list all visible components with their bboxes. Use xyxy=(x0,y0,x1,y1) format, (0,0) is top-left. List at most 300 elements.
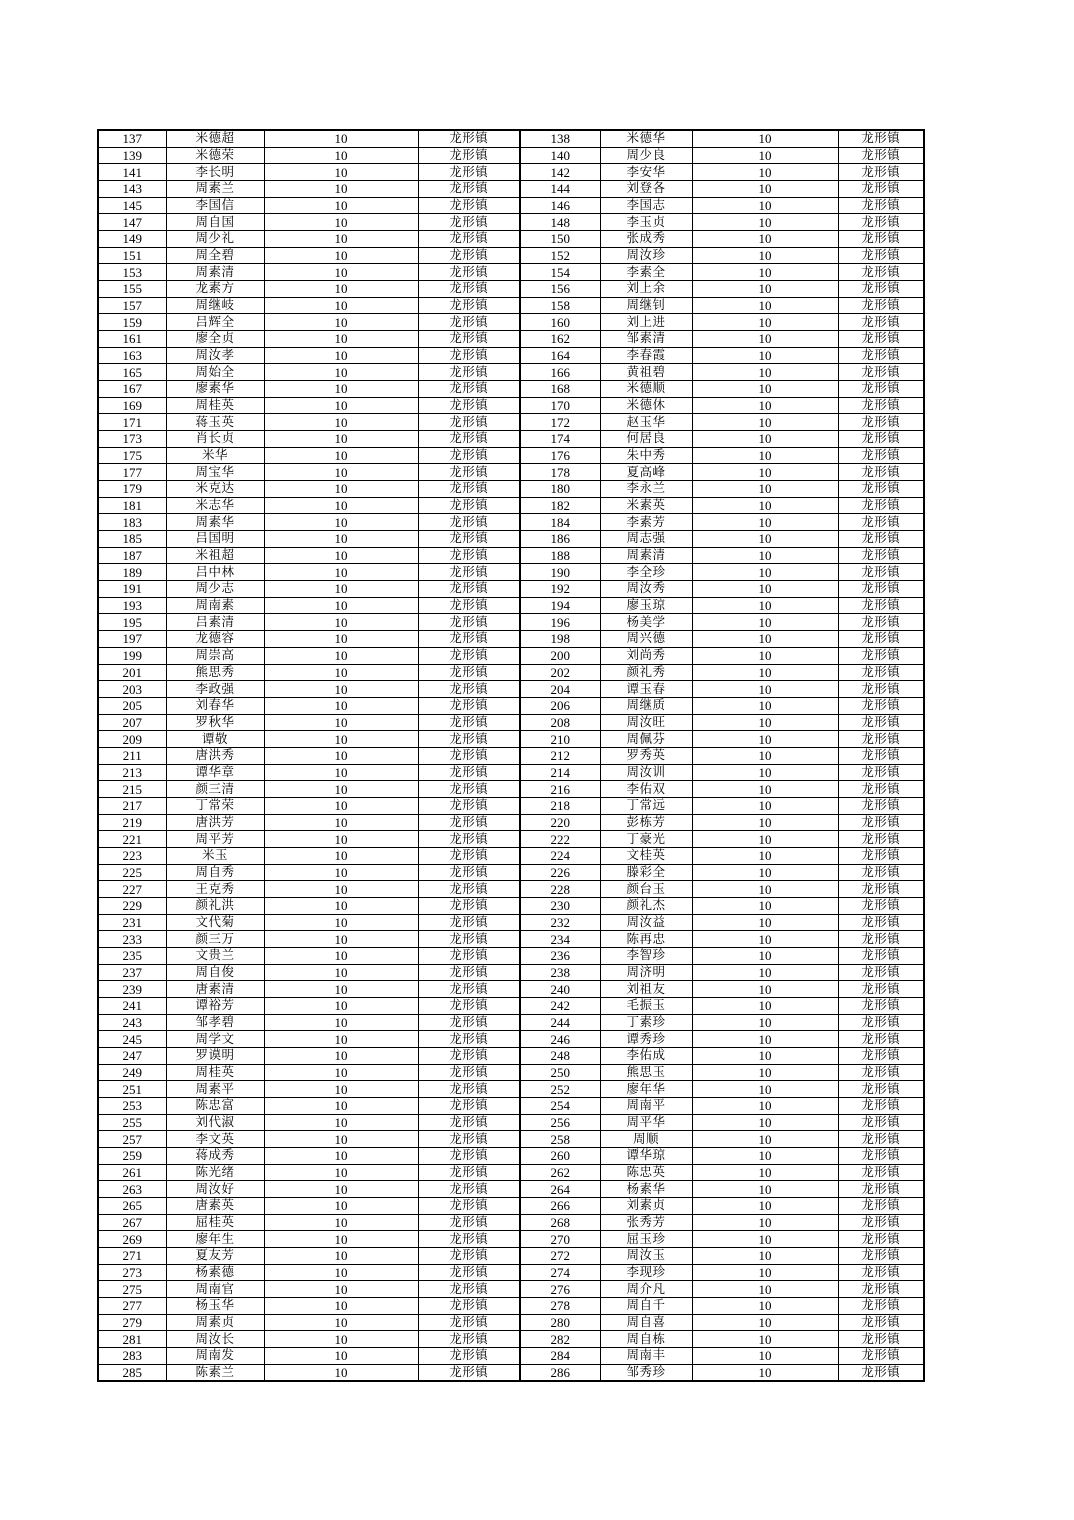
person-name-cell: 熊思玉 xyxy=(600,1064,692,1081)
town-name-cell: 龙形镇 xyxy=(418,731,520,748)
town-name-cell: 龙形镇 xyxy=(838,1147,924,1164)
amount-cell: 10 xyxy=(692,481,838,498)
person-name-cell: 李国信 xyxy=(166,197,264,214)
town-name-cell: 龙形镇 xyxy=(418,931,520,948)
amount-cell: 10 xyxy=(264,1014,418,1031)
amount-cell: 10 xyxy=(264,647,418,664)
row-number-cell: 149 xyxy=(98,231,166,248)
town-name-cell: 龙形镇 xyxy=(418,1364,520,1381)
town-name-cell: 龙形镇 xyxy=(418,1081,520,1098)
town-name-cell: 龙形镇 xyxy=(838,747,924,764)
row-number-cell: 162 xyxy=(520,331,600,348)
town-name-cell: 龙形镇 xyxy=(418,997,520,1014)
person-name-cell: 周学文 xyxy=(166,1031,264,1048)
town-name-cell: 龙形镇 xyxy=(418,564,520,581)
person-name-cell: 廖玉琼 xyxy=(600,597,692,614)
amount-cell: 10 xyxy=(692,564,838,581)
person-name-cell: 邹秀珍 xyxy=(600,1364,692,1381)
row-number-cell: 231 xyxy=(98,914,166,931)
town-name-cell: 龙形镇 xyxy=(838,597,924,614)
row-number-cell: 243 xyxy=(98,1014,166,1031)
amount-cell: 10 xyxy=(692,931,838,948)
town-name-cell: 龙形镇 xyxy=(838,247,924,264)
town-name-cell: 龙形镇 xyxy=(838,1264,924,1281)
amount-cell: 10 xyxy=(264,764,418,781)
table-row xyxy=(98,481,924,498)
table-row xyxy=(98,731,924,748)
person-name-cell: 周素平 xyxy=(166,1081,264,1098)
town-name-cell: 龙形镇 xyxy=(838,497,924,514)
row-number-cell: 228 xyxy=(520,881,600,898)
person-name-cell: 周自俊 xyxy=(166,964,264,981)
town-name-cell: 龙形镇 xyxy=(838,697,924,714)
amount-cell: 10 xyxy=(692,281,838,298)
row-number-cell: 202 xyxy=(520,664,600,681)
row-number-cell: 155 xyxy=(98,281,166,298)
table-row xyxy=(98,1348,924,1365)
row-number-cell: 200 xyxy=(520,647,600,664)
row-number-cell: 275 xyxy=(98,1281,166,1298)
person-name-cell: 米德超 xyxy=(166,130,264,147)
table-row xyxy=(98,597,924,614)
person-name-cell: 颜礼秀 xyxy=(600,664,692,681)
table-row xyxy=(98,1164,924,1181)
row-number-cell: 265 xyxy=(98,1198,166,1215)
town-name-cell: 龙形镇 xyxy=(838,264,924,281)
town-name-cell: 龙形镇 xyxy=(418,914,520,931)
row-number-cell: 218 xyxy=(520,797,600,814)
row-number-cell: 254 xyxy=(520,1097,600,1114)
person-name-cell: 杨素华 xyxy=(600,1181,692,1198)
amount-cell: 10 xyxy=(692,1147,838,1164)
amount-cell: 10 xyxy=(692,1014,838,1031)
row-number-cell: 212 xyxy=(520,747,600,764)
person-name-cell: 周介凡 xyxy=(600,1281,692,1298)
row-number-cell: 249 xyxy=(98,1064,166,1081)
table-row xyxy=(98,614,924,631)
amount-cell: 10 xyxy=(264,631,418,648)
row-number-cell: 177 xyxy=(98,464,166,481)
row-number-cell: 192 xyxy=(520,581,600,598)
town-name-cell: 龙形镇 xyxy=(838,464,924,481)
amount-cell: 10 xyxy=(264,997,418,1014)
person-name-cell: 周继岐 xyxy=(166,297,264,314)
amount-cell: 10 xyxy=(264,1364,418,1381)
town-name-cell: 龙形镇 xyxy=(418,130,520,147)
table-row xyxy=(98,931,924,948)
amount-cell: 10 xyxy=(692,1181,838,1198)
person-name-cell: 周平芳 xyxy=(166,831,264,848)
amount-cell: 10 xyxy=(692,264,838,281)
table-row xyxy=(98,1081,924,1098)
person-name-cell: 邹素清 xyxy=(600,331,692,348)
amount-cell: 10 xyxy=(264,1114,418,1131)
person-name-cell: 廖年华 xyxy=(600,1081,692,1098)
town-name-cell: 龙形镇 xyxy=(418,314,520,331)
amount-cell: 10 xyxy=(692,1348,838,1365)
amount-cell: 10 xyxy=(692,764,838,781)
town-name-cell: 龙形镇 xyxy=(838,864,924,881)
town-name-cell: 龙形镇 xyxy=(838,931,924,948)
row-number-cell: 173 xyxy=(98,431,166,448)
amount-cell: 10 xyxy=(692,214,838,231)
amount-cell: 10 xyxy=(264,747,418,764)
person-name-cell: 周南平 xyxy=(600,1097,692,1114)
person-name-cell: 周素华 xyxy=(166,514,264,531)
table-row xyxy=(98,431,924,448)
town-name-cell: 龙形镇 xyxy=(838,847,924,864)
amount-cell: 10 xyxy=(264,1064,418,1081)
row-number-cell: 210 xyxy=(520,731,600,748)
town-name-cell: 龙形镇 xyxy=(838,1331,924,1348)
amount-cell: 10 xyxy=(264,447,418,464)
town-name-cell: 龙形镇 xyxy=(838,314,924,331)
table-row xyxy=(98,681,924,698)
town-name-cell: 龙形镇 xyxy=(838,964,924,981)
amount-cell: 10 xyxy=(692,1198,838,1215)
table-row xyxy=(98,664,924,681)
row-number-cell: 140 xyxy=(520,147,600,164)
row-number-cell: 236 xyxy=(520,947,600,964)
person-name-cell: 毛振玉 xyxy=(600,997,692,1014)
town-name-cell: 龙形镇 xyxy=(418,947,520,964)
amount-cell: 10 xyxy=(692,1298,838,1315)
person-name-cell: 周少良 xyxy=(600,147,692,164)
amount-cell: 10 xyxy=(692,697,838,714)
amount-cell: 10 xyxy=(264,547,418,564)
person-name-cell: 李国志 xyxy=(600,197,692,214)
town-name-cell: 龙形镇 xyxy=(838,381,924,398)
amount-cell: 10 xyxy=(692,164,838,181)
amount-cell: 10 xyxy=(692,497,838,514)
row-number-cell: 158 xyxy=(520,297,600,314)
amount-cell: 10 xyxy=(264,564,418,581)
amount-cell: 10 xyxy=(692,947,838,964)
amount-cell: 10 xyxy=(264,731,418,748)
table-row xyxy=(98,831,924,848)
table-row xyxy=(98,364,924,381)
person-name-cell: 刘素贞 xyxy=(600,1198,692,1215)
person-name-cell: 廖素华 xyxy=(166,381,264,398)
table-row xyxy=(98,714,924,731)
row-number-cell: 171 xyxy=(98,414,166,431)
amount-cell: 10 xyxy=(692,547,838,564)
person-name-cell: 蒋成秀 xyxy=(166,1147,264,1164)
row-number-cell: 237 xyxy=(98,964,166,981)
town-name-cell: 龙形镇 xyxy=(838,797,924,814)
town-name-cell: 龙形镇 xyxy=(838,331,924,348)
person-name-cell: 肖长贞 xyxy=(166,431,264,448)
person-name-cell: 米德华 xyxy=(600,130,692,147)
person-name-cell: 罗秀英 xyxy=(600,747,692,764)
table-row xyxy=(98,1181,924,1198)
town-name-cell: 龙形镇 xyxy=(418,614,520,631)
town-name-cell: 龙形镇 xyxy=(418,197,520,214)
row-number-cell: 268 xyxy=(520,1214,600,1231)
town-name-cell: 龙形镇 xyxy=(838,1097,924,1114)
amount-cell: 10 xyxy=(264,1264,418,1281)
table-row xyxy=(98,881,924,898)
table-row xyxy=(98,247,924,264)
person-name-cell: 滕彩全 xyxy=(600,864,692,881)
row-number-cell: 147 xyxy=(98,214,166,231)
amount-cell: 10 xyxy=(692,864,838,881)
person-name-cell: 赵玉华 xyxy=(600,414,692,431)
amount-cell: 10 xyxy=(692,731,838,748)
amount-cell: 10 xyxy=(264,781,418,798)
person-name-cell: 李素全 xyxy=(600,264,692,281)
town-name-cell: 龙形镇 xyxy=(418,1047,520,1064)
person-name-cell: 颜三清 xyxy=(166,781,264,798)
person-name-cell: 周素清 xyxy=(166,264,264,281)
row-number-cell: 216 xyxy=(520,781,600,798)
amount-cell: 10 xyxy=(264,897,418,914)
amount-cell: 10 xyxy=(264,347,418,364)
amount-cell: 10 xyxy=(692,831,838,848)
person-name-cell: 周平华 xyxy=(600,1114,692,1131)
person-name-cell: 廖年生 xyxy=(166,1231,264,1248)
person-name-cell: 陈素兰 xyxy=(166,1364,264,1381)
amount-cell: 10 xyxy=(264,697,418,714)
row-number-cell: 273 xyxy=(98,1264,166,1281)
town-name-cell: 龙形镇 xyxy=(838,481,924,498)
town-name-cell: 龙形镇 xyxy=(418,1264,520,1281)
town-name-cell: 龙形镇 xyxy=(418,831,520,848)
town-name-cell: 龙形镇 xyxy=(418,764,520,781)
amount-cell: 10 xyxy=(692,197,838,214)
person-name-cell: 廖全贞 xyxy=(166,331,264,348)
town-name-cell: 龙形镇 xyxy=(838,397,924,414)
table-row xyxy=(98,997,924,1014)
amount-cell: 10 xyxy=(264,614,418,631)
row-number-cell: 187 xyxy=(98,547,166,564)
amount-cell: 10 xyxy=(692,1281,838,1298)
row-number-cell: 191 xyxy=(98,581,166,598)
table-row xyxy=(98,797,924,814)
person-name-cell: 周素兰 xyxy=(166,181,264,198)
row-number-cell: 139 xyxy=(98,147,166,164)
town-name-cell: 龙形镇 xyxy=(418,447,520,464)
amount-cell: 10 xyxy=(692,1364,838,1381)
town-name-cell: 龙形镇 xyxy=(838,581,924,598)
person-name-cell: 朱中秀 xyxy=(600,447,692,464)
person-name-cell: 颜台玉 xyxy=(600,881,692,898)
person-name-cell: 米华 xyxy=(166,447,264,464)
amount-cell: 10 xyxy=(692,631,838,648)
town-name-cell: 龙形镇 xyxy=(418,1064,520,1081)
amount-cell: 10 xyxy=(692,747,838,764)
row-number-cell: 137 xyxy=(98,130,166,147)
town-name-cell: 龙形镇 xyxy=(418,964,520,981)
person-name-cell: 熊思秀 xyxy=(166,664,264,681)
row-number-cell: 281 xyxy=(98,1331,166,1348)
amount-cell: 10 xyxy=(692,1081,838,1098)
town-name-cell: 龙形镇 xyxy=(838,364,924,381)
town-name-cell: 龙形镇 xyxy=(418,1198,520,1215)
amount-cell: 10 xyxy=(264,247,418,264)
amount-cell: 10 xyxy=(264,914,418,931)
person-name-cell: 周继质 xyxy=(600,697,692,714)
amount-cell: 10 xyxy=(692,130,838,147)
amount-cell: 10 xyxy=(692,847,838,864)
town-name-cell: 龙形镇 xyxy=(418,1298,520,1315)
person-name-cell: 何居良 xyxy=(600,431,692,448)
row-number-cell: 188 xyxy=(520,547,600,564)
town-name-cell: 龙形镇 xyxy=(838,1114,924,1131)
town-name-cell: 龙形镇 xyxy=(418,647,520,664)
amount-cell: 10 xyxy=(692,1314,838,1331)
row-number-cell: 232 xyxy=(520,914,600,931)
amount-cell: 10 xyxy=(264,881,418,898)
row-number-cell: 185 xyxy=(98,531,166,548)
person-name-cell: 周志强 xyxy=(600,531,692,548)
row-number-cell: 194 xyxy=(520,597,600,614)
town-name-cell: 龙形镇 xyxy=(838,981,924,998)
row-number-cell: 180 xyxy=(520,481,600,498)
town-name-cell: 龙形镇 xyxy=(838,881,924,898)
amount-cell: 10 xyxy=(692,1214,838,1231)
person-name-cell: 周汝玉 xyxy=(600,1248,692,1265)
row-number-cell: 174 xyxy=(520,431,600,448)
table-row xyxy=(98,1281,924,1298)
table-row xyxy=(98,1131,924,1148)
row-number-cell: 239 xyxy=(98,981,166,998)
row-number-cell: 154 xyxy=(520,264,600,281)
amount-cell: 10 xyxy=(692,997,838,1014)
row-number-cell: 272 xyxy=(520,1248,600,1265)
amount-cell: 10 xyxy=(692,1097,838,1114)
amount-cell: 10 xyxy=(264,1131,418,1148)
town-name-cell: 龙形镇 xyxy=(418,631,520,648)
town-name-cell: 龙形镇 xyxy=(838,1047,924,1064)
town-name-cell: 龙形镇 xyxy=(418,431,520,448)
town-name-cell: 龙形镇 xyxy=(838,1181,924,1198)
row-number-cell: 143 xyxy=(98,181,166,198)
row-number-cell: 206 xyxy=(520,697,600,714)
town-name-cell: 龙形镇 xyxy=(838,147,924,164)
row-number-cell: 224 xyxy=(520,847,600,864)
row-number-cell: 169 xyxy=(98,397,166,414)
row-number-cell: 163 xyxy=(98,347,166,364)
person-name-cell: 陈再忠 xyxy=(600,931,692,948)
town-name-cell: 龙形镇 xyxy=(418,581,520,598)
row-number-cell: 152 xyxy=(520,247,600,264)
amount-cell: 10 xyxy=(264,1248,418,1265)
town-name-cell: 龙形镇 xyxy=(838,731,924,748)
row-number-cell: 279 xyxy=(98,1314,166,1331)
row-number-cell: 141 xyxy=(98,164,166,181)
row-number-cell: 170 xyxy=(520,397,600,414)
town-name-cell: 龙形镇 xyxy=(418,981,520,998)
table-row xyxy=(98,564,924,581)
table-row xyxy=(98,164,924,181)
row-number-cell: 219 xyxy=(98,814,166,831)
row-number-cell: 244 xyxy=(520,1014,600,1031)
person-name-cell: 刘上进 xyxy=(600,314,692,331)
table-row xyxy=(98,331,924,348)
town-name-cell: 龙形镇 xyxy=(838,947,924,964)
amount-cell: 10 xyxy=(692,1031,838,1048)
table-row xyxy=(98,197,924,214)
amount-cell: 10 xyxy=(264,381,418,398)
amount-cell: 10 xyxy=(692,781,838,798)
town-name-cell: 龙形镇 xyxy=(838,781,924,798)
amount-cell: 10 xyxy=(264,1031,418,1048)
person-name-cell: 李现珍 xyxy=(600,1264,692,1281)
town-name-cell: 龙形镇 xyxy=(418,497,520,514)
town-name-cell: 龙形镇 xyxy=(418,297,520,314)
person-name-cell: 周自秀 xyxy=(166,864,264,881)
person-name-cell: 丁常远 xyxy=(600,797,692,814)
person-name-cell: 邹孝碧 xyxy=(166,1014,264,1031)
row-number-cell: 157 xyxy=(98,297,166,314)
person-name-cell: 李佑双 xyxy=(600,781,692,798)
row-number-cell: 165 xyxy=(98,364,166,381)
table-row xyxy=(98,1064,924,1081)
row-number-cell: 252 xyxy=(520,1081,600,1098)
person-name-cell: 周宝华 xyxy=(166,464,264,481)
person-name-cell: 周济明 xyxy=(600,964,692,981)
town-name-cell: 龙形镇 xyxy=(418,147,520,164)
amount-cell: 10 xyxy=(692,1064,838,1081)
row-number-cell: 204 xyxy=(520,681,600,698)
person-name-cell: 龙素方 xyxy=(166,281,264,298)
amount-cell: 10 xyxy=(692,1131,838,1148)
town-name-cell: 龙形镇 xyxy=(418,464,520,481)
amount-cell: 10 xyxy=(692,614,838,631)
table-row xyxy=(98,647,924,664)
row-number-cell: 277 xyxy=(98,1298,166,1315)
amount-cell: 10 xyxy=(264,797,418,814)
town-name-cell: 龙形镇 xyxy=(418,597,520,614)
amount-cell: 10 xyxy=(264,981,418,998)
row-number-cell: 255 xyxy=(98,1114,166,1131)
amount-cell: 10 xyxy=(692,964,838,981)
table-row xyxy=(98,1014,924,1031)
amount-cell: 10 xyxy=(692,397,838,414)
table-row xyxy=(98,1264,924,1281)
amount-cell: 10 xyxy=(264,1214,418,1231)
person-name-cell: 彭栋芳 xyxy=(600,814,692,831)
row-number-cell: 286 xyxy=(520,1364,600,1381)
row-number-cell: 164 xyxy=(520,347,600,364)
town-name-cell: 龙形镇 xyxy=(418,814,520,831)
amount-cell: 10 xyxy=(692,514,838,531)
row-number-cell: 159 xyxy=(98,314,166,331)
amount-cell: 10 xyxy=(264,297,418,314)
amount-cell: 10 xyxy=(264,431,418,448)
amount-cell: 10 xyxy=(692,1231,838,1248)
table-row xyxy=(98,264,924,281)
amount-cell: 10 xyxy=(692,297,838,314)
town-name-cell: 龙形镇 xyxy=(418,681,520,698)
amount-cell: 10 xyxy=(264,497,418,514)
row-number-cell: 280 xyxy=(520,1314,600,1331)
town-name-cell: 龙形镇 xyxy=(838,1348,924,1365)
amount-cell: 10 xyxy=(692,581,838,598)
amount-cell: 10 xyxy=(264,597,418,614)
row-number-cell: 199 xyxy=(98,647,166,664)
person-name-cell: 颜礼杰 xyxy=(600,897,692,914)
amount-cell: 10 xyxy=(692,431,838,448)
town-name-cell: 龙形镇 xyxy=(838,514,924,531)
person-name-cell: 文桂英 xyxy=(600,847,692,864)
row-number-cell: 175 xyxy=(98,447,166,464)
row-number-cell: 221 xyxy=(98,831,166,848)
person-name-cell: 周南素 xyxy=(166,597,264,614)
town-name-cell: 龙形镇 xyxy=(838,631,924,648)
town-name-cell: 龙形镇 xyxy=(838,130,924,147)
